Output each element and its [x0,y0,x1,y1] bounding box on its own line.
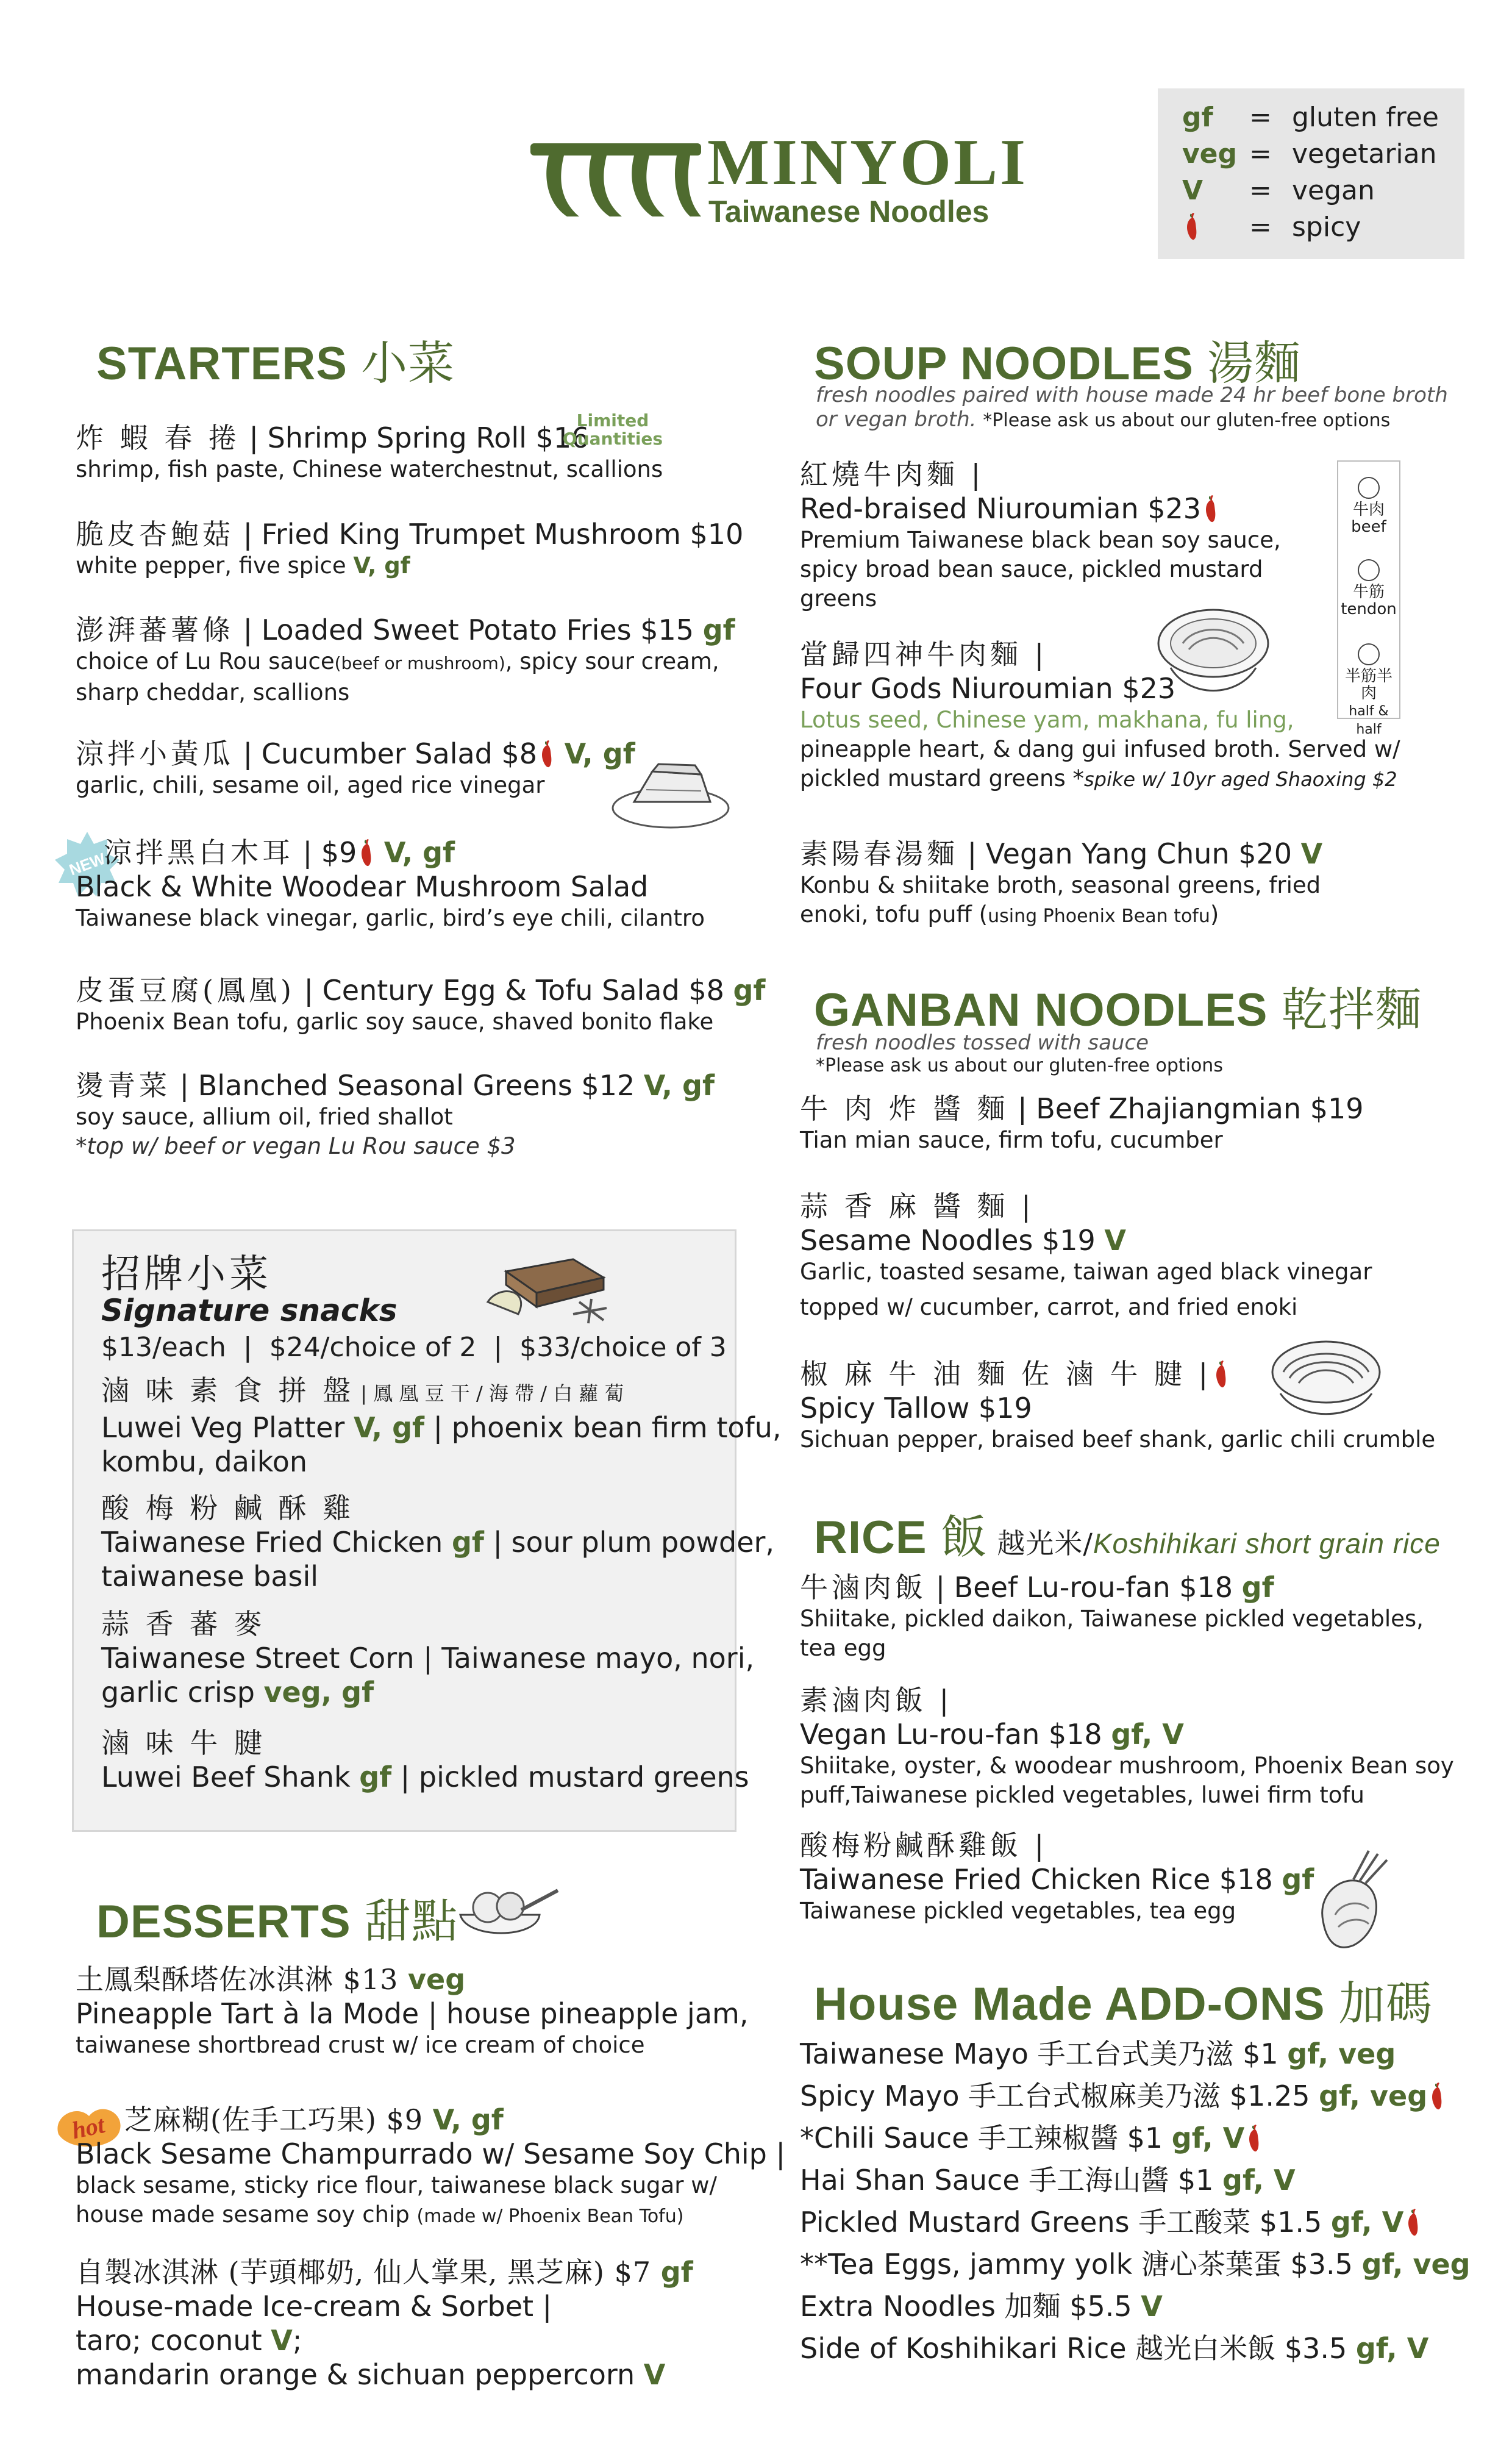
menu-item: 當歸四神牛肉麵 | Four Gods Niuroumian $23 Lotus seed, Chinese yam, makhana, fu ling, pineapple heart, & dang gui infused broth. Served w/ pickled mustard greens *spike w/ 10yr aged Shaoxing $2 [800,638,1400,792]
chili-pepper-icon [540,739,553,768]
size-option-half[interactable]: 半筋半肉 half & half [1338,643,1399,738]
signature-item: 滷 味 素 食 拼 盤 | 鳳 凰 豆 干 / 海 帶 / 白 蘿 蔔 Luwei Veg Platter V, gf | phoenix bean firm tofu, kombu, daikon [101,1374,782,1478]
limited-note: Limited Quantities [562,410,663,449]
menu-item: 紅燒牛肉麵 | Red-braised Niuroumian $23 Premium Taiwanese black bean soy sauce, spicy broad bean sauce, pickled mustard greens [800,458,1281,612]
dessert-item: 土鳳梨酥塔佐冰淇淋 $13 veg Pineapple Tart à la Mode | house pineapple jam, taiwanese shortbread crust w/ ice cream of choice [76,1963,749,2058]
chili-pepper-icon [1185,212,1198,241]
brand-name: MINYOLI [707,126,1029,199]
dessert-item: 芝麻糊(佐手工巧果) $9 V, gf Black Sesame Champurrado w/ Sesame Soy Chip | black sesame, sticky rice flour, taiwanese black sugar w/ house made sesame soy chip (made w/ Phoenix Bean Tofu) [76,2103,785,2228]
desserts-title: DESSERTS 甜點 [96,1894,458,1948]
svg-text:NEW: NEW [66,849,108,879]
menu-item: 炸 蝦 春 捲 | Shrimp Spring Roll $16 shrimp, fish paste, Chinese waterchestnut, scallions [76,421,663,482]
menu-item: 澎湃蕃薯條 | Loaded Sweet Potato Fries $15 gf choice of Lu Rou sauce(beef or mushroom), spicy sour cream, sharp cheddar, scallions [76,613,735,706]
ice-cream-illustration [454,1878,564,1954]
dessert-item: 自製冰淇淋 (芋頭椰奶, 仙人掌果, 黑芝麻) $7 gf House-made Ice-cream & Sorbet | taro; coconut V; mandarin orange & sichuan peppercorn V [76,2256,693,2391]
addon-item: *Chili Sauce 手工辣椒醬 $1 gf, V [800,2121,1263,2155]
chili-pepper-icon [1204,494,1217,523]
addons-title: House Made ADD-ONS 加碼 [814,1976,1433,2031]
chili-pepper-icon [1247,2123,1260,2153]
signature-illustration [482,1241,628,1329]
logo-mark [530,131,701,223]
chili-pepper-icon [1406,2208,1419,2237]
menu-item: 椒 麻 牛 油 麵 佐 滷 牛 腱 | Spicy Tallow $19 Sichuan pepper, braised beef shank, garlic chili crumble [800,1357,1436,1453]
menu-item: 牛滷肉飯 | Beef Lu-rou-fan $18 gf Shiitake, pickled daikon, Taiwanese pickled vegetables, tea egg [800,1571,1424,1661]
starters-title: STARTERS 小菜 [96,336,455,390]
addon-item: Taiwanese Mayo 手工台式美乃滋 $1 gf, veg [800,2037,1396,2070]
addon-item: Side of Koshihikari Rice 越光白米飯 $3.5 gf, V [800,2332,1429,2365]
soup-subtitle: fresh noodles paired with house made 24 hr beef bone broth or vegan broth. *Please ask us about our gluten-free options [816,383,1448,432]
chili-pepper-icon [1214,1359,1227,1389]
menu-item: 皮蛋豆腐(鳳凰) | Century Egg & Tofu Salad $8 gf Phoenix Bean tofu, garlic soy sauce, shaved bonito flake [76,974,766,1035]
menu-item: 燙青菜 | Blanched Seasonal Greens $12 V, gf soy sauce, allium oil, fried shallot *top w/ beef or vegan Lu Rou sauce $3 [76,1069,715,1159]
ganban-subtitle: fresh noodles tossed with sauce *Please ask us about our gluten-free options [816,1031,1223,1076]
menu-item: 酸梅粉鹹酥雞飯 | Taiwanese Fried Chicken Rice $18 gf Taiwanese pickled vegetables, tea egg [800,1829,1314,1924]
chili-pepper-icon [359,838,373,867]
addon-item: Extra Noodles 加麵 $5.5 V [800,2290,1163,2323]
menu-item: 脆皮杏鮑菇 | Fried King Trumpet Mushroom $10 white pepper, five spice V, gf [76,518,744,579]
legend-box [1158,88,1464,259]
soup-noodles-title: SOUP NOODLES 湯麵 [814,336,1302,390]
menu-item: 牛 肉 炸 醬 麵 | Beef Zhajiangmian $19 Tian mian sauce, firm tofu, cucumber [800,1092,1364,1153]
menu-item: 蒜 香 麻 醬 麵 | Sesame Noodles $19 V Garlic, toasted sesame, taiwan aged black vinegar topped w/ cucumber, carrot, and fried enoki [800,1190,1372,1320]
addon-item: **Tea Eggs, jammy yolk 溏心茶葉蛋 $3.5 gf, veg [800,2248,1471,2281]
legend-row: V = vegan [1182,175,1375,206]
size-option-beef[interactable]: 牛肉 beef [1338,477,1399,535]
addon-item: Spicy Mayo 手工台式椒麻美乃滋 $1.25 gf, veg [800,2079,1446,2113]
menu-item: 涼拌小黃瓜 | Cucumber Salad $8 V, gf garlic, chili, sesame oil, aged rice vinegar [76,737,635,798]
menu-item: 涼拌黑白木耳 | $9 V, gf Black & White Woodear Mushroom Salad Taiwanese black vinegar, garlic, bird’s eye chili, cilantro [76,836,705,931]
svg-text:hot: hot [69,2111,107,2145]
spicy-noodle-illustration [1265,1329,1387,1423]
menu-item: 素滷肉飯 | Vegan Lu-rou-fan $18 gf, V Shiitake, oyster, & woodear mushroom, Phoenix Bean soy puff,Taiwanese pickled vegetables, luwei firm tofu [800,1684,1454,1808]
legend-row: gf = gluten free [1182,102,1439,133]
rice-title: RICE 飯 越光米/Koshihikari short grain rice [814,1510,1441,1564]
menu-item: 素陽春湯麵 | Vegan Yang Chun $20 V Konbu & shiitake broth, seasonal greens, fried enoki, tofu puff (using Phoenix Bean tofu) [800,837,1323,928]
legend-row: = spicy [1182,212,1361,243]
brand-subtitle: Taiwanese Noodles [708,195,990,229]
chili-pepper-icon [1430,2081,1443,2111]
legend-row: veg = vegetarian [1182,138,1437,170]
fried-chicken-illustration [1311,1848,1396,1960]
signature-item: 滷 味 牛 腱 Luwei Beef Shank gf | pickled mustard greens [101,1726,749,1793]
ganban-noodles-title: GANBAN NOODLES 乾拌麵 [814,982,1422,1037]
signature-item: 酸 梅 粉 鹹 酥 雞 Taiwanese Fried Chicken gf | sour plum powder, taiwanese basil [101,1492,775,1593]
signature-title-zh: 招牌小菜 [101,1252,272,1297]
signature-prices: $13/each | $24/choice of 2 | $33/choice of 3 [101,1332,727,1363]
cucumber-salad-illustration [610,747,732,835]
addon-item: Pickled Mustard Greens 手工酸菜 $1.5 gf, V [800,2205,1422,2239]
signature-title-en: Signature snacks [101,1293,398,1328]
addon-item: Hai Shan Sauce 手工海山醬 $1 gf, V [800,2164,1296,2197]
size-option-tendon[interactable]: 牛筋 tendon [1338,559,1399,618]
signature-item: 蒜 香 蕃 麥 Taiwanese Street Corn | Taiwanese mayo, nori, garlic crisp veg, gf [101,1607,755,1709]
